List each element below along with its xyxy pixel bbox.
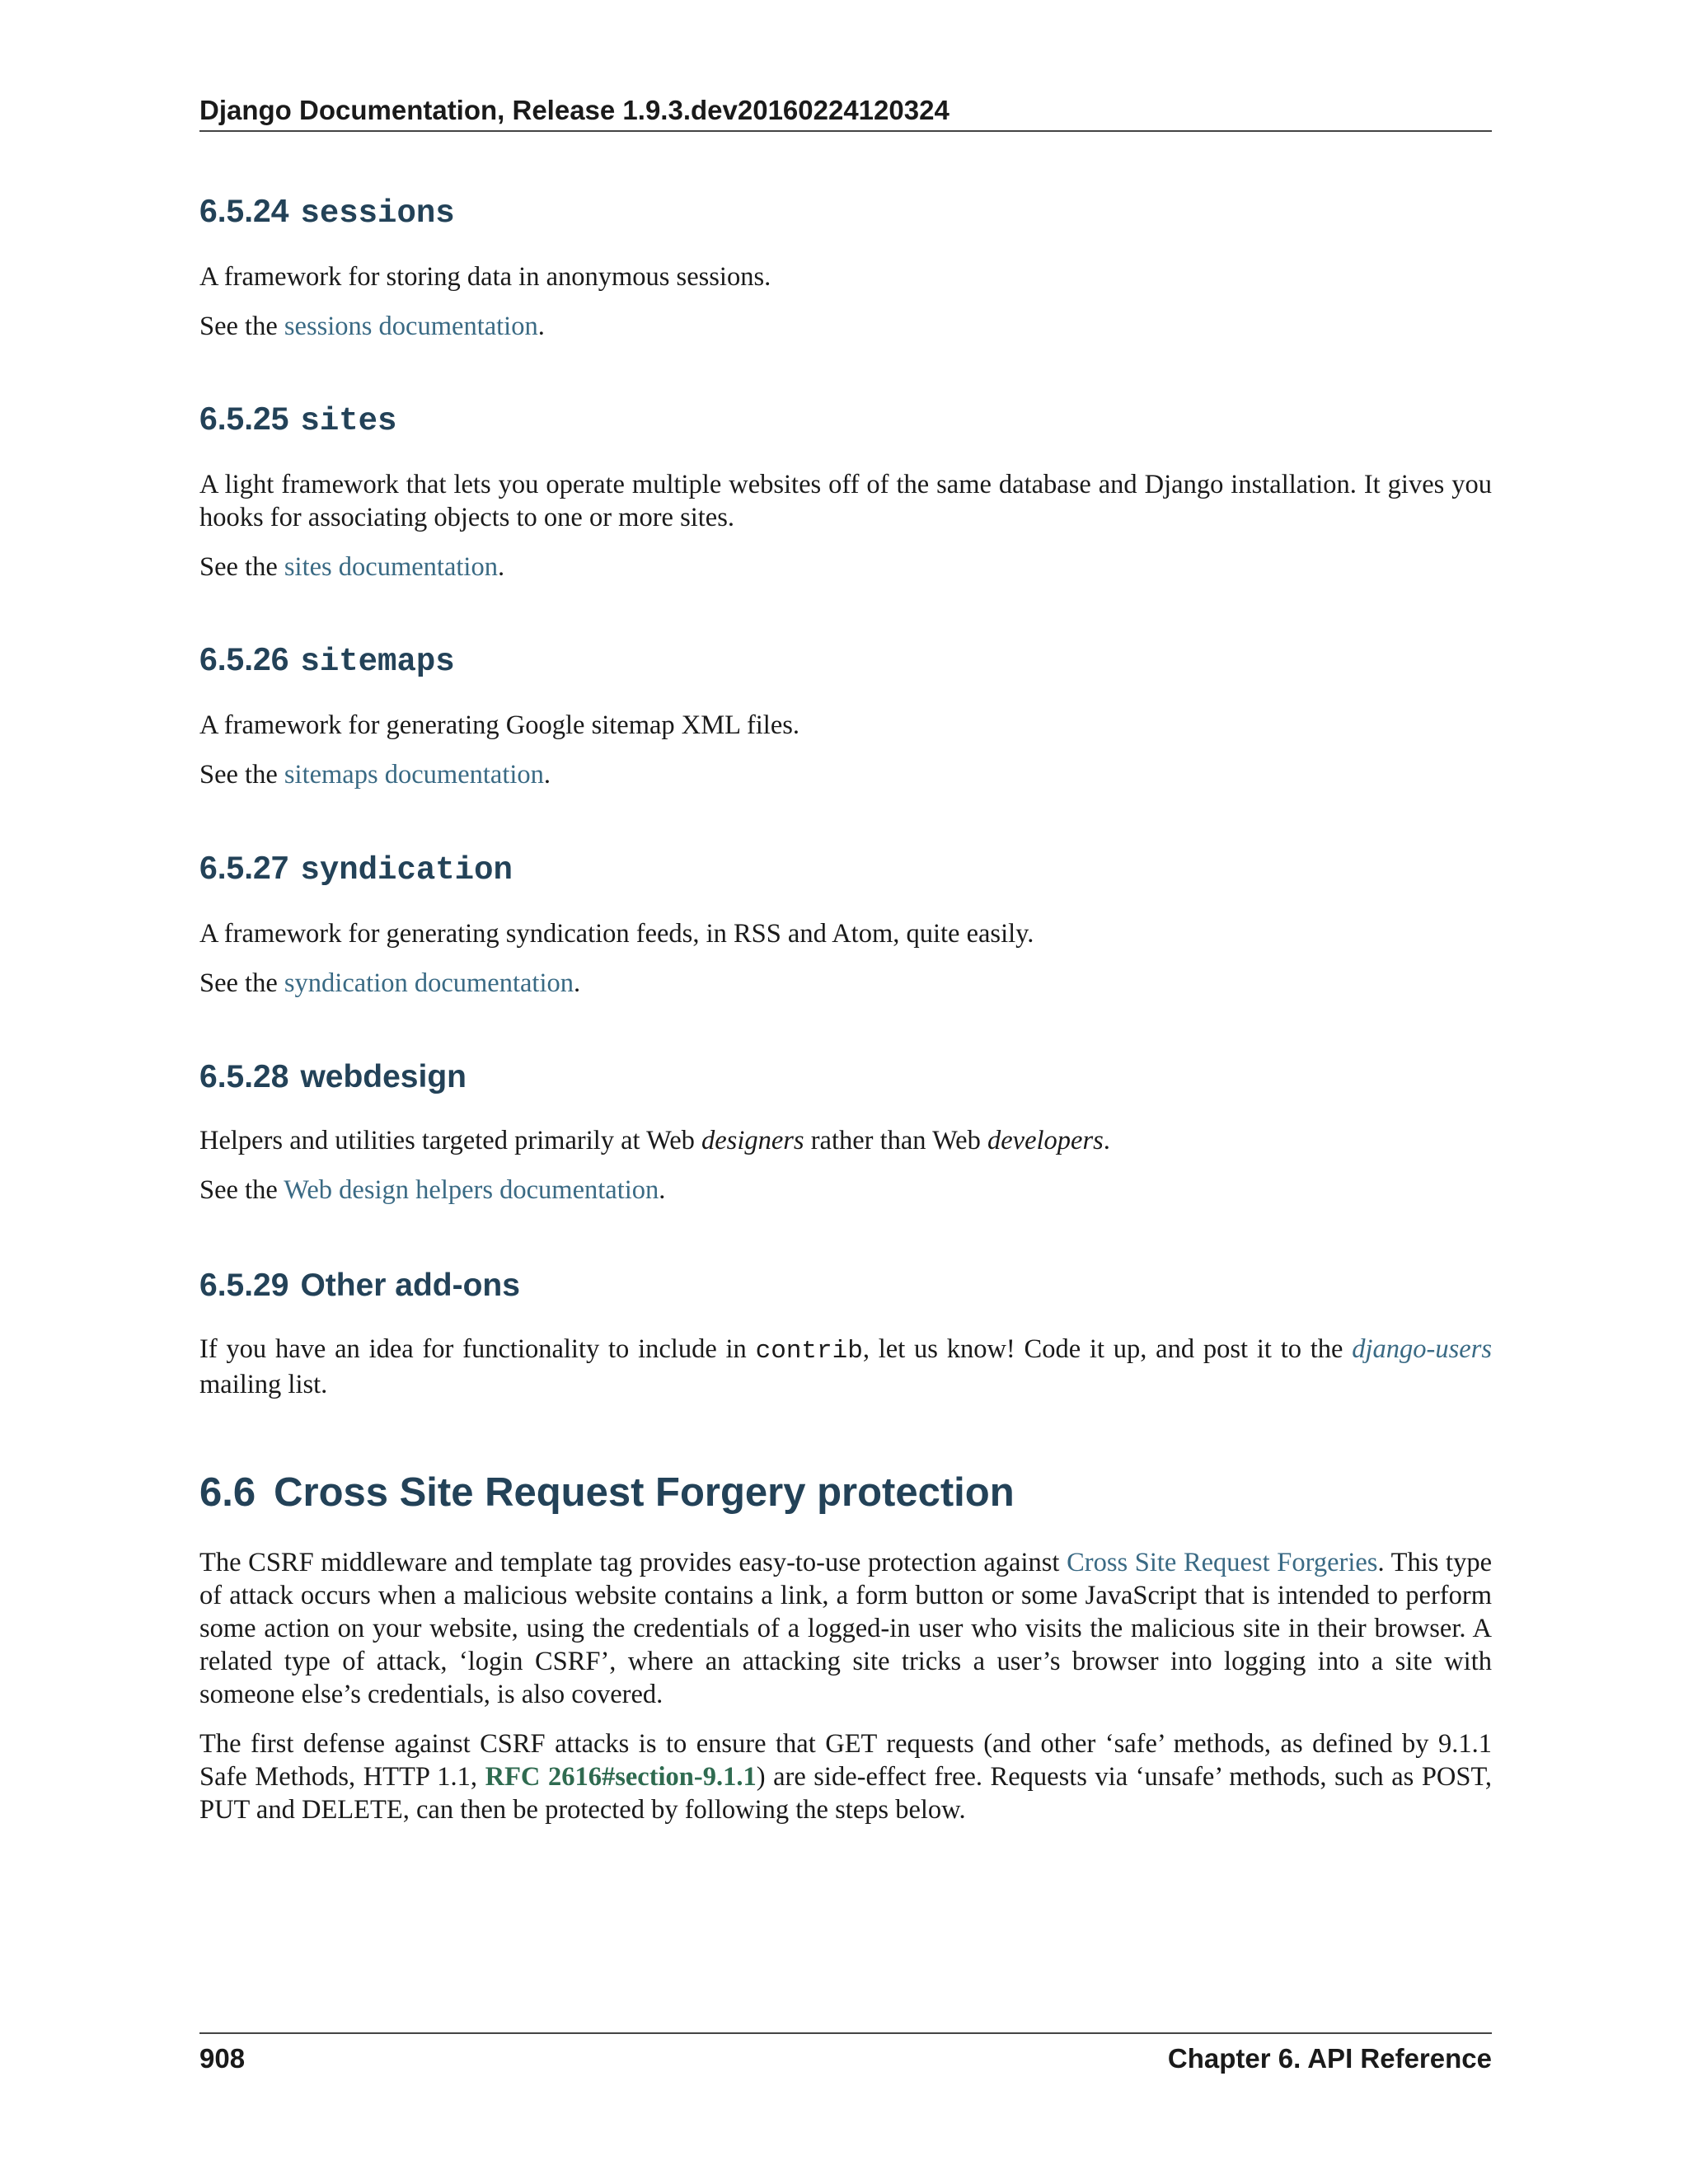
syndication-documentation-link[interactable]: syndication documentation <box>284 968 574 998</box>
section-syndication <box>199 848 1492 1000</box>
section-heading-sessions: 6.5.24 sessions <box>199 194 455 232</box>
rfc-2616-link[interactable]: RFC 2616#section-9.1.1 <box>485 1762 757 1792</box>
section-description: A framework for generating syndication feeds, in RSS and Atom, quite easily. <box>199 919 1034 949</box>
sites-documentation-link[interactable]: sites documentation <box>284 552 498 582</box>
section-heading-other-add-ons: 6.5.29 Other add-ons <box>199 1268 520 1303</box>
document-page <box>199 0 1492 2184</box>
section-sitemaps <box>199 640 1492 791</box>
section-description: A framework for generating Google sitemap XML files. <box>199 710 800 740</box>
see-also: See the sites documentation. <box>199 552 505 582</box>
see-also: See the sessions documentation. <box>199 312 545 341</box>
section-heading-syndication: 6.5.27 syndication <box>199 851 513 888</box>
section-sessions <box>199 191 1492 343</box>
cross-site-request-forgeries-link[interactable]: Cross Site Request Forgeries <box>1067 1548 1378 1577</box>
chapter-title: Chapter 6. API Reference <box>1167 2043 1492 2074</box>
sitemaps-documentation-link[interactable]: sitemaps documentation <box>284 760 544 790</box>
web-design-helpers-link[interactable]: Web design helpers documentation <box>284 1175 659 1205</box>
section-csrf <box>199 1467 1492 1826</box>
see-also: See the Web design helpers documentation. <box>199 1175 666 1205</box>
page-number: 908 <box>199 2043 246 2074</box>
section-heading-sites: 6.5.25 sites <box>199 401 397 439</box>
sessions-documentation-link[interactable]: sessions documentation <box>284 312 538 341</box>
section-description: If you have an idea for functionality to include in contrib, let us know! Code it up, and post it to the django-users mailing list. <box>199 1334 1492 1399</box>
inline-code: contrib <box>755 1337 863 1366</box>
section-description: A light framework that lets you operate multiple websites off of the same database and Django installation. It gives you hooks for associating objects to one or more sites. <box>199 470 1492 532</box>
section-heading-webdesign: 6.5.28 webdesign <box>199 1059 467 1094</box>
section-description: Helpers and utilities targeted primarily at Web designers rather than Web developers. <box>199 1126 1110 1155</box>
running-header: Django Documentation, Release 1.9.3.dev20160224120324 <box>199 92 1492 132</box>
section-heading-csrf: 6.6 Cross Site Request Forgery protection <box>199 1470 1015 1515</box>
section-other-add-ons <box>199 1265 1492 1401</box>
csrf-paragraph-2: The first defense against CSRF attacks is to ensure that GET requests (and other ‘safe’ methods, as defined by 9.1.1 Safe Methods, HTTP 1.1, RFC 2616#section-9.1.1) are side-effect free. Requests via ‘unsafe’ methods, such as POST, PUT and DELETE, can then be protected by following the steps below. <box>199 1729 1493 1825</box>
section-description: A framework for storing data in anonymous sessions. <box>199 262 771 292</box>
see-also: See the sitemaps documentation. <box>199 760 551 790</box>
django-users-link[interactable]: django-users <box>1352 1334 1492 1364</box>
page-footer <box>199 2032 1492 2077</box>
csrf-paragraph-1: The CSRF middleware and template tag provides easy-to-use protection against Cross Site Request Forgeries. This type of attack occurs when a malicious website contains a link, a form button or some JavaScript that is intended to perform some action on your website, using the credentials of a logged-in user who visits the malicious site in their browser. A related type of attack, ‘login CSRF’, where an attacking site tricks a user’s browser into logging into a site with someone else’s credentials, is also covered. <box>199 1548 1492 1709</box>
section-sites <box>199 399 1492 583</box>
section-webdesign <box>199 1057 1492 1207</box>
section-heading-sitemaps: 6.5.26 sitemaps <box>199 642 455 680</box>
see-also: See the syndication documentation. <box>199 968 581 998</box>
